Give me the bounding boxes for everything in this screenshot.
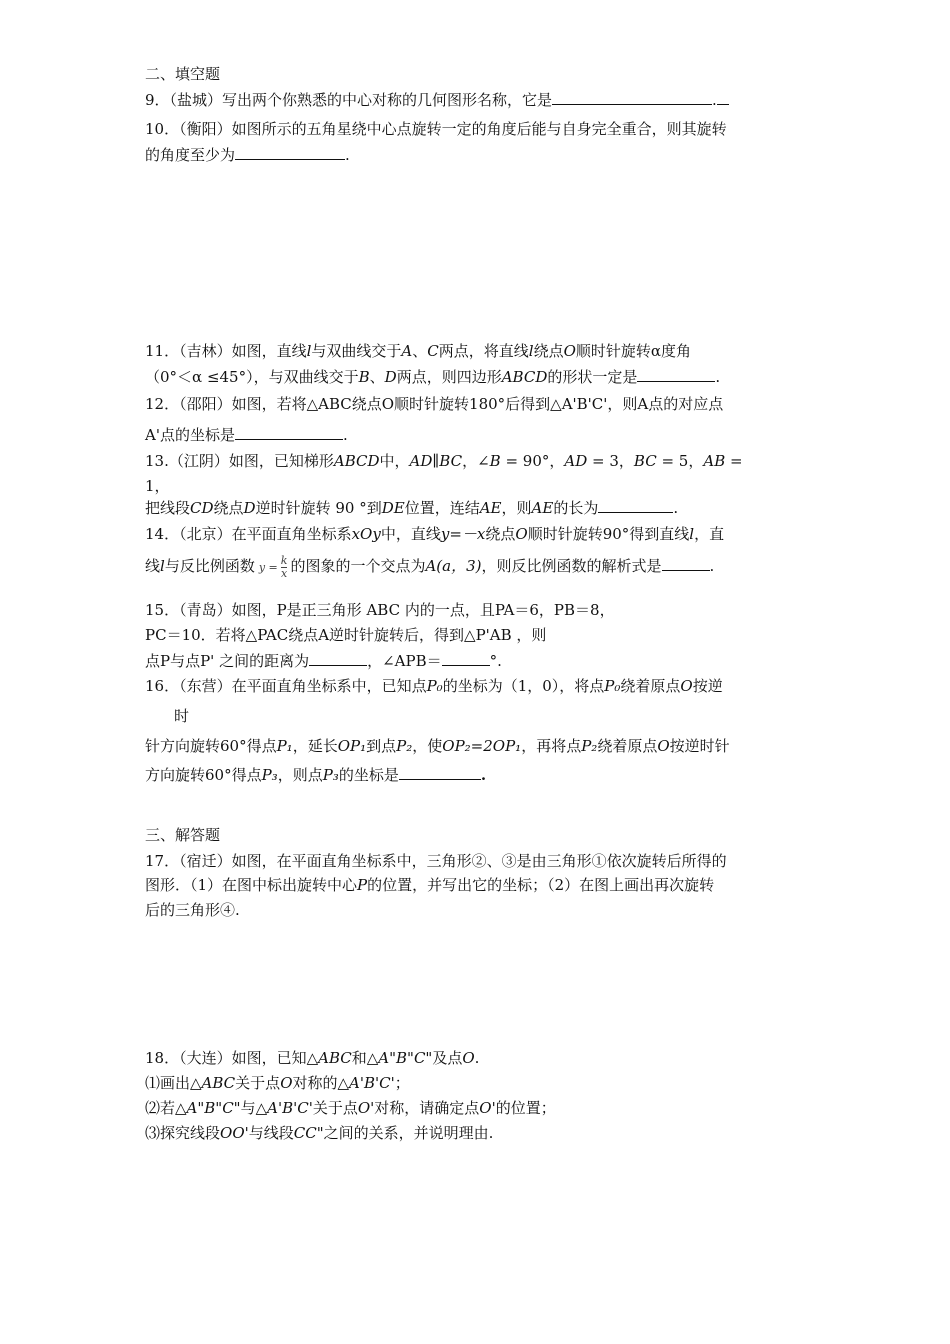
question-17-line-1: 17．（宿迁）如图，在平面直角坐标系中，三角形②、③是由三角形①依次旋转后所得的 xyxy=(145,852,727,870)
question-11-line-1: 11．（吉林）如图，直线l与双曲线交于A、C两点，将直线l绕点O顺时针旋转α度角 xyxy=(145,342,692,360)
answer-blank[interactable] xyxy=(552,90,712,105)
answer-blank[interactable] xyxy=(598,498,673,513)
answer-blank[interactable] xyxy=(662,556,710,571)
question-11-line-2: （0°＜α ≤45°），与双曲线交于B、D两点，则四边形ABCD的形状一定是 . xyxy=(145,368,721,386)
answer-blank[interactable] xyxy=(442,651,490,666)
question-12-line-1: 12．（邵阳）如图，若将△ABC绕点O顺时针旋转180°后得到△A'B'C'，则A点的对应点 xyxy=(145,395,724,413)
answer-blank[interactable] xyxy=(399,765,481,780)
answer-blank[interactable] xyxy=(235,425,343,440)
question-18-part-1: ⑴画出△ABC关于点O对称的△A'B'C'； xyxy=(145,1074,410,1092)
question-17-line-2: 图形．（1）在图中标出旋转中心P的位置，并写出它的坐标；（2）在图上画出再次旋转 xyxy=(145,876,715,894)
question-18-part-3: ⑶探究线段OO'与线段CC"之间的关系，并说明理由. xyxy=(145,1124,494,1142)
question-10-line-2: 的角度至少为 . xyxy=(145,146,350,164)
answer-blank[interactable] xyxy=(637,367,715,382)
question-18-part-2: ⑵若△A"B"C"与△A'B'C'关于点O'对称，请确定点O'的位置； xyxy=(145,1099,556,1117)
question-14-line-1: 14．（北京）在平面直角坐标系xOy中，直线y=－x绕点O顺时针旋转90°得到直线l，直 xyxy=(145,525,725,543)
question-9: 9．（盐城）写出两个你熟悉的中心对称的几何图形名称，它是 . xyxy=(145,90,729,109)
question-16-line-1: 16．（东营）在平面直角坐标系中，已知点P₀的坐标为（1，0），将点P₀绕着原点O按逆 xyxy=(145,677,723,695)
question-14-line-2: 线l与反比例函数 y = $\frac{k}{x}$ 的图象的一个交点为A(a，3)，则反比例函数的解析式是 . xyxy=(145,553,715,580)
section-title-fill-blank: 二、填空题 xyxy=(145,65,221,83)
question-16-line-3: 针方向旋转60°得点P₁，延长OP₁到点P₂，使OP₂=2OP₁，再将点P₂绕着原点O按逆时针 xyxy=(145,737,730,755)
function-y: y = xyxy=(258,561,278,574)
question-13-line-3: 把线段CD绕点D逆时针旋转 90 °到DE位置，连结AE，则AE的长为 . xyxy=(145,499,679,517)
question-15-line-3: 点P与点P' 之间的距离为 ，∠APB＝ °. xyxy=(145,652,502,670)
fraction-k-over-x: $\frac{k}{x}$ xyxy=(280,553,288,580)
section-title-solve: 三、解答题 xyxy=(145,826,221,844)
question-13-line-1: 13.（江阴）如图，已知梯形ABCD中，AD∥BC，∠B = 90°，AD = 3，BC = 5，AB = xyxy=(145,452,743,470)
question-13-line-2: 1， xyxy=(145,477,170,495)
question-17-line-3: 后的三角形④. xyxy=(145,901,240,919)
question-16-line-4: 方向旋转60°得点P₃，则点P₃的坐标是 . xyxy=(145,766,487,784)
question-16-line-2: 时 xyxy=(174,707,190,725)
question-15-line-2: PC＝10．若将△PAC绕点A逆时针旋转后，得到△P'AB ，则 xyxy=(145,626,547,644)
question-10-line-1: 10．（衡阳）如图所示的五角星绕中心点旋转一定的角度后能与自身完全重合，则其旋转 xyxy=(145,120,727,138)
answer-blank[interactable] xyxy=(235,145,345,160)
question-18-line-1: 18．（大连）如图，已知△ABC和△A"B"C"及点O. xyxy=(145,1049,480,1067)
question-12-line-2: A'点的坐标是 . xyxy=(145,426,348,444)
answer-blank[interactable] xyxy=(309,651,367,666)
question-15-line-1: 15．（青岛）如图，P是正三角形 ABC 内的一点，且PA＝6，PB＝8， xyxy=(145,601,615,619)
